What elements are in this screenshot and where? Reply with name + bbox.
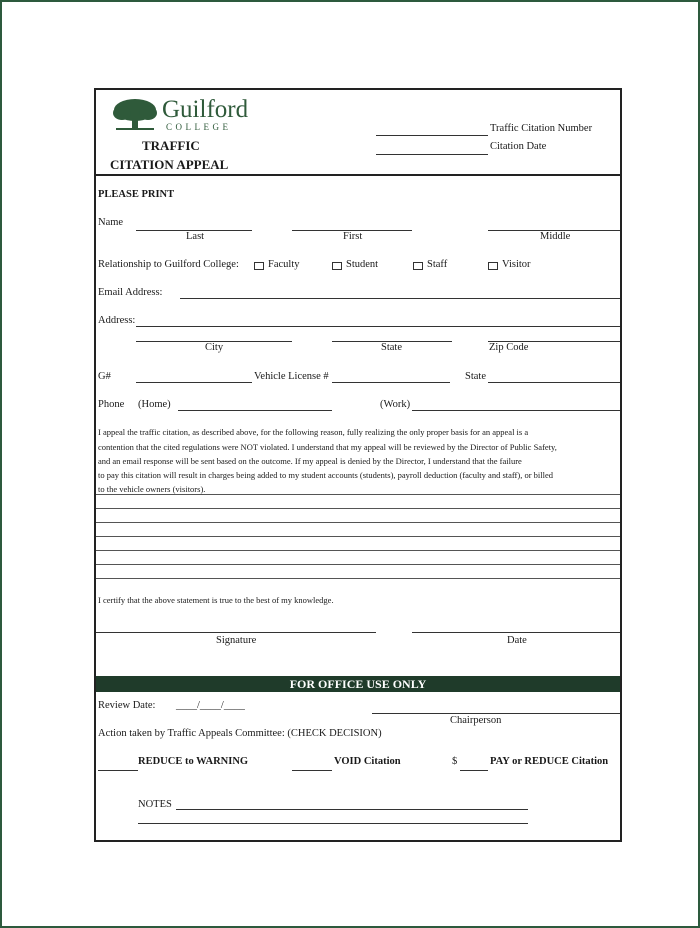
student-checkbox[interactable]	[332, 262, 342, 270]
signature-field[interactable]	[96, 632, 376, 633]
student-label: Student	[346, 259, 379, 270]
notes-label: NOTES	[138, 799, 172, 810]
appeal-text-line-3: and an email response will be sent based on the outcome. If my appeal is denied by the Director, I understand that the failure	[98, 456, 522, 466]
logo-main-text: Guilford	[162, 96, 249, 123]
pay-amount-field[interactable]	[460, 770, 488, 771]
appeal-text-line-2: contention that the cited regulations were NOT violated. I understand that my appeal will be reviewed by the Director of Public Safety,	[98, 442, 557, 452]
zip-caption: Zip Code	[489, 342, 529, 353]
vehicle-license-field[interactable]	[332, 382, 450, 383]
date-caption: Date	[507, 635, 527, 646]
action-label: Action taken by Traffic Appeals Committee: (CHECK DECISION)	[98, 728, 382, 739]
faculty-label: Faculty	[268, 259, 300, 270]
signature-caption: Signature	[216, 635, 257, 646]
notes-field[interactable]	[176, 809, 528, 810]
certify-statement: I certify that the above statement is true to the best of my knowledge.	[98, 595, 334, 605]
home-phone-label: (Home)	[138, 399, 171, 410]
appeal-text-line-1: I appeal the traffic citation, as described above, for the following reason, fully realizing the only proper basis for an appeal is a	[98, 427, 529, 437]
reduce-warning-option: REDUCE to WARNING	[138, 756, 249, 767]
first-caption: First	[343, 231, 363, 242]
office-use-banner: FOR OFFICE USE ONLY	[96, 676, 620, 692]
notes-field-line-2[interactable]	[138, 823, 528, 824]
review-date-label: Review Date:	[98, 700, 156, 711]
last-caption: Last	[186, 231, 205, 242]
middle-caption: Middle	[540, 231, 571, 242]
vehicle-license-label: Vehicle License #	[254, 371, 329, 382]
reason-line[interactable]	[96, 550, 620, 551]
header-divider	[96, 174, 620, 176]
reduce-warning-checkline[interactable]	[98, 770, 138, 771]
vehicle-state-field[interactable]	[488, 382, 620, 383]
void-citation-checkline[interactable]	[292, 770, 332, 771]
work-phone-field[interactable]	[412, 410, 620, 411]
citation-number-field[interactable]	[376, 135, 488, 136]
pay-reduce-option: PAY or REDUCE Citation	[490, 756, 609, 767]
appeal-text-line-5: to the vehicle owners (visitors).	[98, 484, 206, 494]
address-label: Address:	[98, 315, 136, 326]
review-date-field[interactable]: ____/____/____	[176, 700, 245, 711]
chairperson-caption: Chairperson	[450, 715, 502, 726]
reason-line[interactable]	[96, 522, 620, 523]
reason-line[interactable]	[96, 508, 620, 509]
vehicle-state-label: State	[465, 371, 486, 382]
appeal-text-line-4: to pay this citation will result in charges being added to my student accounts (students), payroll deduction (faculty and staff), or billed	[98, 470, 554, 480]
please-print: PLEASE PRINT	[98, 189, 175, 200]
name-label: Name	[98, 217, 124, 228]
staff-label: Staff	[427, 259, 448, 270]
dollar-sign: $	[452, 756, 458, 767]
g-number-label: G#	[98, 371, 111, 382]
staff-checkbox[interactable]	[413, 262, 423, 270]
phone-label: Phone	[98, 399, 125, 410]
reason-line[interactable]	[96, 536, 620, 537]
visitor-checkbox[interactable]	[488, 262, 498, 270]
citation-date-label: Citation Date	[490, 141, 547, 152]
g-number-field[interactable]	[136, 382, 252, 383]
void-citation-option: VOID Citation	[334, 756, 401, 767]
reason-line[interactable]	[96, 494, 620, 495]
reason-line[interactable]	[96, 564, 620, 565]
address-field[interactable]	[136, 326, 620, 327]
logo-sub-text: COLLEGE	[166, 122, 232, 132]
city-caption: City	[205, 342, 224, 353]
date-field[interactable]	[412, 632, 620, 633]
home-phone-field[interactable]	[178, 410, 332, 411]
reason-line[interactable]	[96, 578, 620, 579]
state-caption: State	[381, 342, 402, 353]
appeal-form	[94, 88, 622, 842]
citation-date-field[interactable]	[376, 154, 488, 155]
title-line-1: TRAFFIC	[142, 138, 200, 153]
chairperson-field[interactable]	[372, 713, 620, 714]
citation-number-label: Traffic Citation Number	[490, 123, 593, 134]
visitor-label: Visitor	[502, 259, 531, 270]
email-field[interactable]	[180, 298, 620, 299]
oak-tree-icon	[112, 98, 158, 132]
title-line-2: CITATION APPEAL	[110, 157, 229, 172]
email-label: Email Address:	[98, 287, 163, 298]
faculty-checkbox[interactable]	[254, 262, 264, 270]
relationship-label: Relationship to Guilford College:	[98, 259, 239, 270]
work-phone-label: (Work)	[380, 399, 411, 410]
